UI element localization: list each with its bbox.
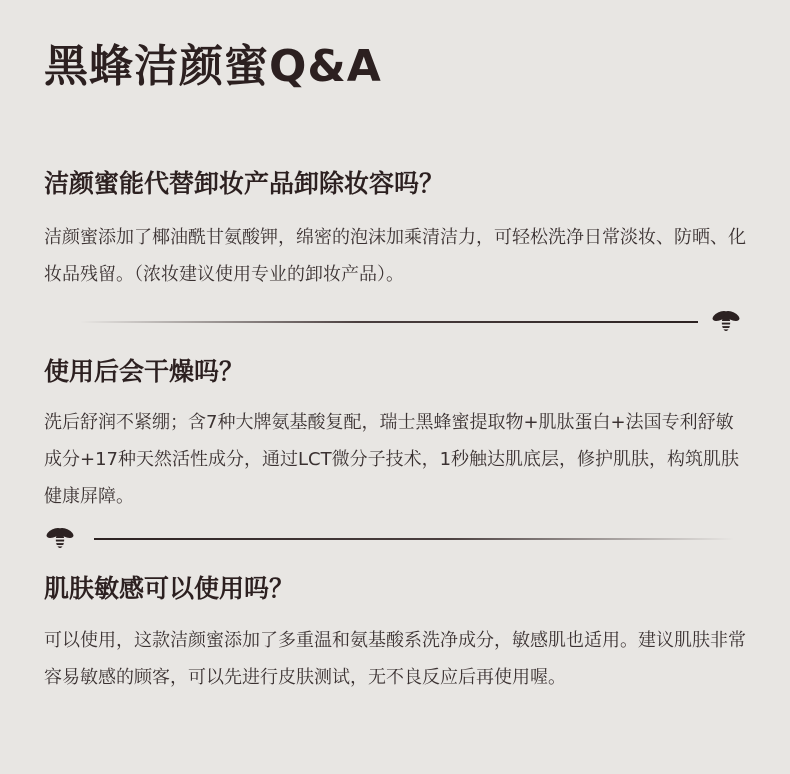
divider-line xyxy=(94,538,734,540)
question-heading: 使用后会干燥吗？ xyxy=(44,357,245,386)
bee-icon xyxy=(44,526,76,550)
qa-item-sensitive-skin xyxy=(44,572,754,696)
qa-item-makeup-removal xyxy=(44,167,754,293)
qa-item-dryness xyxy=(44,355,754,515)
section-divider xyxy=(80,311,745,333)
answer-text: 洗后舒润不紧绷；含7种大牌氨基酸复配，瑞士黑蜂蜜提取物+肌肽蛋白+法国专利舒敏成分+17种天然活性成分，通过LCT微分子技术，1秒触达肌底层，修护肌肤，构筑肌肤健康屏障。 xyxy=(44,412,740,507)
divider-line xyxy=(80,321,698,323)
answer-text: 可以使用，这款洁颜蜜添加了多重温和氨基酸系洗净成分，敏感肌也适用。建议肌肤非常容易敏感的顾客，可以先进行皮肤测试，无不良反应后再使用喔。 xyxy=(44,630,746,688)
question-heading: 洁颜蜜能代替卸妆产品卸除妆容吗？ xyxy=(44,169,445,198)
bee-icon xyxy=(710,309,742,333)
question-heading: 肌肤敏感可以使用吗？ xyxy=(44,574,295,603)
answer-text: 洁颜蜜添加了椰油酰甘氨酸钾，绵密的泡沫加乘清洁力，可轻松洗净日常淡妆、防晒、化妆品残留。（浓妆建议使用专业的卸妆产品）。 xyxy=(44,227,746,285)
section-divider xyxy=(44,528,734,550)
page-title: 黑蜂洁颜蜜Q&A xyxy=(44,41,382,92)
